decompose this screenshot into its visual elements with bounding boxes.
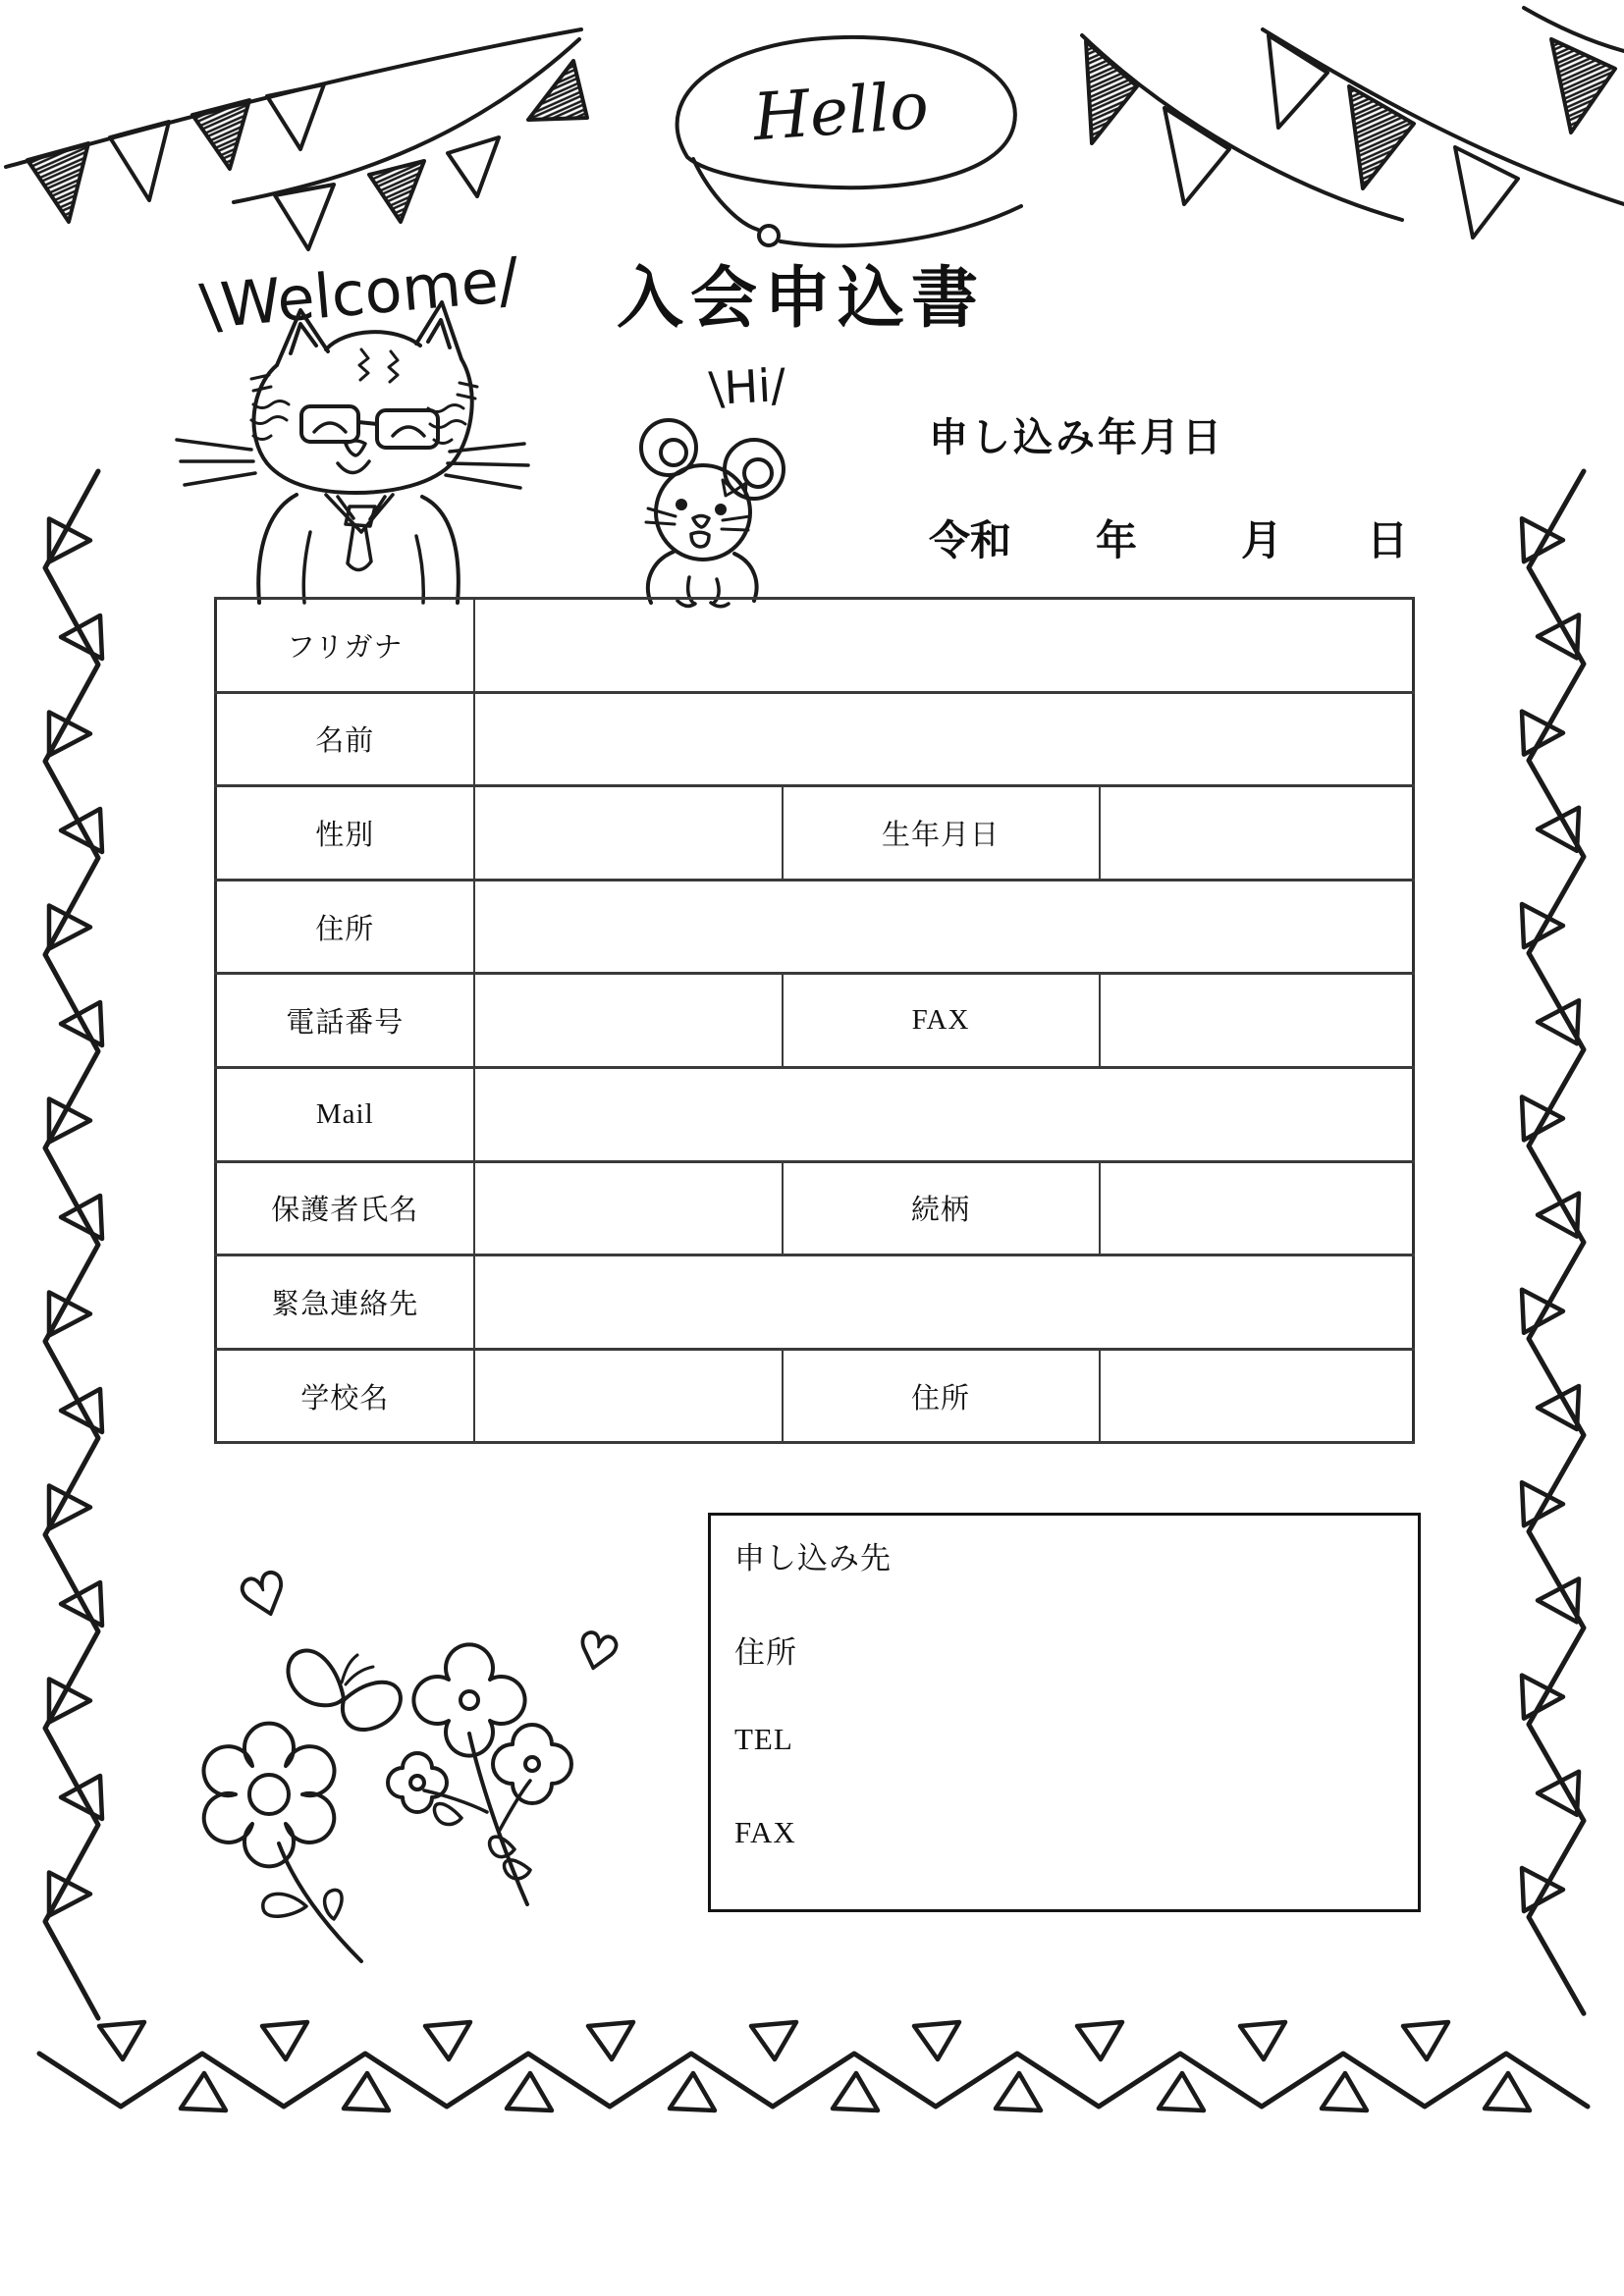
contact-destination-fill-area[interactable] — [892, 1533, 1418, 1592]
fax-input-cell[interactable] — [1100, 974, 1414, 1068]
contact-fax-label: FAX — [734, 1815, 796, 1850]
day-label: 日 — [1367, 517, 1409, 563]
school-address-input-cell[interactable] — [1100, 1349, 1414, 1443]
left-zigzag-border — [45, 471, 102, 2018]
bunting-top-right — [1082, 8, 1624, 238]
right-zigzag-border — [1522, 471, 1584, 2013]
phone-input-cell[interactable] — [474, 974, 783, 1068]
contact-fax-fill-area[interactable] — [796, 1815, 1418, 1874]
application-date-label: 申し込み年月日 — [929, 416, 1224, 459]
row-label: 学校名 — [216, 1349, 474, 1443]
bottom-zigzag-border — [39, 2022, 1588, 2110]
month-label: 月 — [1241, 517, 1283, 563]
application-table — [214, 597, 1415, 1444]
mouse-doodle — [641, 420, 784, 607]
relationship-input-cell[interactable] — [1100, 1161, 1414, 1255]
cat-doodle — [177, 302, 528, 603]
table-row — [216, 786, 1414, 881]
row-label2: FAX — [783, 974, 1100, 1068]
butterfly-icon — [288, 1651, 400, 1731]
contact-tel-fill-area[interactable] — [793, 1722, 1418, 1781]
table-row — [216, 599, 1414, 693]
row-label: 名前 — [216, 692, 474, 786]
row-label: 電話番号 — [216, 974, 474, 1068]
contact-destination-label: 申し込み先 — [734, 1541, 892, 1575]
row-label2: 続柄 — [783, 1161, 1100, 1255]
contact-address-row — [734, 1628, 1418, 1722]
flower-large — [204, 1724, 361, 1961]
flower-doodles — [204, 1557, 625, 1961]
table-row — [216, 1349, 1414, 1443]
row-label: フリガナ — [216, 599, 474, 693]
birthdate-input-cell[interactable] — [1100, 786, 1414, 881]
row-label: 住所 — [216, 880, 474, 974]
contact-fax-row — [734, 1815, 1418, 1909]
mail-input-cell[interactable] — [474, 1067, 1414, 1161]
welcome-text: \Welcome/ — [196, 243, 522, 344]
era-label: 令和 — [929, 517, 1012, 563]
flower-branch — [388, 1644, 571, 1904]
table-row — [216, 1161, 1414, 1255]
hi-text: \Hi/ — [707, 358, 787, 416]
contact-destination-row — [734, 1533, 1418, 1628]
table-row — [216, 1067, 1414, 1161]
emergency-contact-input-cell[interactable] — [474, 1255, 1414, 1350]
row-label2: 生年月日 — [783, 786, 1100, 881]
table-row — [216, 692, 1414, 786]
heart-icon: ♡ — [230, 1556, 300, 1636]
contact-tel-row — [734, 1722, 1418, 1816]
furigana-input-cell[interactable] — [474, 599, 1414, 693]
row-label: 保護者氏名 — [216, 1161, 474, 1255]
table-row — [216, 1255, 1414, 1350]
row-label2: 住所 — [783, 1349, 1100, 1443]
contact-box — [708, 1513, 1421, 1912]
bunting-top-left — [6, 29, 587, 249]
row-label: 緊急連絡先 — [216, 1255, 474, 1350]
row-label: 性別 — [216, 786, 474, 881]
page-title: 入会申込書 — [617, 260, 986, 338]
heart-icon: ♡ — [568, 1619, 625, 1686]
hello-text: Hello — [750, 67, 932, 156]
contact-address-fill-area[interactable] — [797, 1628, 1418, 1686]
table-row — [216, 880, 1414, 974]
table-row — [216, 974, 1414, 1068]
gender-input-cell[interactable] — [474, 786, 783, 881]
guardian-name-input-cell[interactable] — [474, 1161, 783, 1255]
address-input-cell[interactable] — [474, 880, 1414, 974]
year-label: 年 — [1096, 517, 1138, 563]
name-input-cell[interactable] — [474, 692, 1414, 786]
contact-tel-label: TEL — [734, 1721, 793, 1756]
school-name-input-cell[interactable] — [474, 1349, 783, 1443]
contact-address-label: 住所 — [734, 1634, 797, 1670]
row-label: Mail — [216, 1067, 474, 1161]
